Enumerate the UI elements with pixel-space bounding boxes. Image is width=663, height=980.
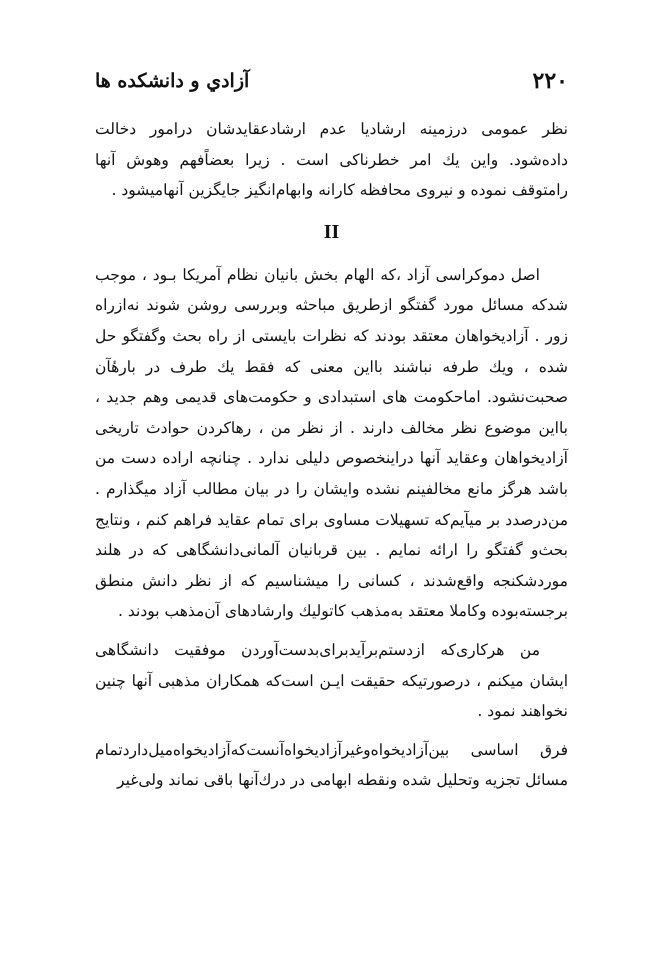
section-heading: II <box>323 220 340 243</box>
paragraph-1: اصل دموكراسى آزاد ،كه الهام بخش بانيان نظام آمريكا بـود ، موجب شدكه مسائل مورد گفتگو ازطريق مباحثه وبررسى روشن شوند نه‌ازراه زور . آزاديخواهان معتقد بودند كه نظرات بايستى از راه بحث وگفتگو حل شده ، ويك طرفه نباشند بااين معنى كه فقط يك طرف در بارهٔآن صحبت‌نشود. اماحكومت هاى استبدادى و حكومت‌هاى قديمى وهم جديد ، بااين موضوع نظر مخالف دارند . از نظر من ، رهاكردن حوادث تاريخى آزاديخواهان وعقايد آنها دراينخصوص دليلى ندارد . چنانچه اراده دست من باشد هرگز مانع مخالفينم نشده وايشان را در بيان مطالب آزاد ميگذارم . من‌درصدد بر ميآيم‌كه تسهيلات مساوى براى تمام عقايد فراهم كنم ، ونتايج بحث‌و گفتگو را ارائه نمايم . بين قربانيان آلمانى‌دانشگاهى كه در هلند موردشكنجه واقع‌شدند ، كسانى را ميشناسيم كه از نظر دانش منطق برجسته‌بوده وكاملا معتقد به‌مذهب كاتوليك وارشادهاى آن‌مذهب بودند . <box>95 265 568 621</box>
page-number: ۲۲۰ <box>532 68 568 94</box>
running-title: آزادي و دانشكده ها <box>95 70 250 92</box>
body-text <box>95 114 568 796</box>
paragraph-3: فرق اساسى بين‌آزاديخواه‌وغير‌آزاديخواه‌آنست‌كه‌آزاديخواه‌ميل‌دارد‌تمام مسائل تجزيه وتحليل شده ونقطه ابهامى در درك‌آنها باقى نماند ولى‌غير <box>95 740 568 790</box>
page-header <box>95 66 568 96</box>
opening-paragraph: نظر عمومى درزمينه ارشاديا عدم ارشادعقايدشان درامور دخالت داده‌شود. واين يك امر خطرناكى است . زيرا بعضاًفهم وهوش آنها رامتوقف نموده و نيروى محافظه كارانه وابهام‌انگيز جايگزين آنهاميشود . <box>95 120 568 200</box>
paragraph-2: من هركارى‌كه ازدستم‌برآيدبراى‌بدست‌آوردن موفقيت دانشگاهى ايشان ميكنم ، درصورتيكه حقيقت ايـن است‌كه همكاران مذهبى آنها چنين نخواهند نمود . <box>95 640 568 721</box>
